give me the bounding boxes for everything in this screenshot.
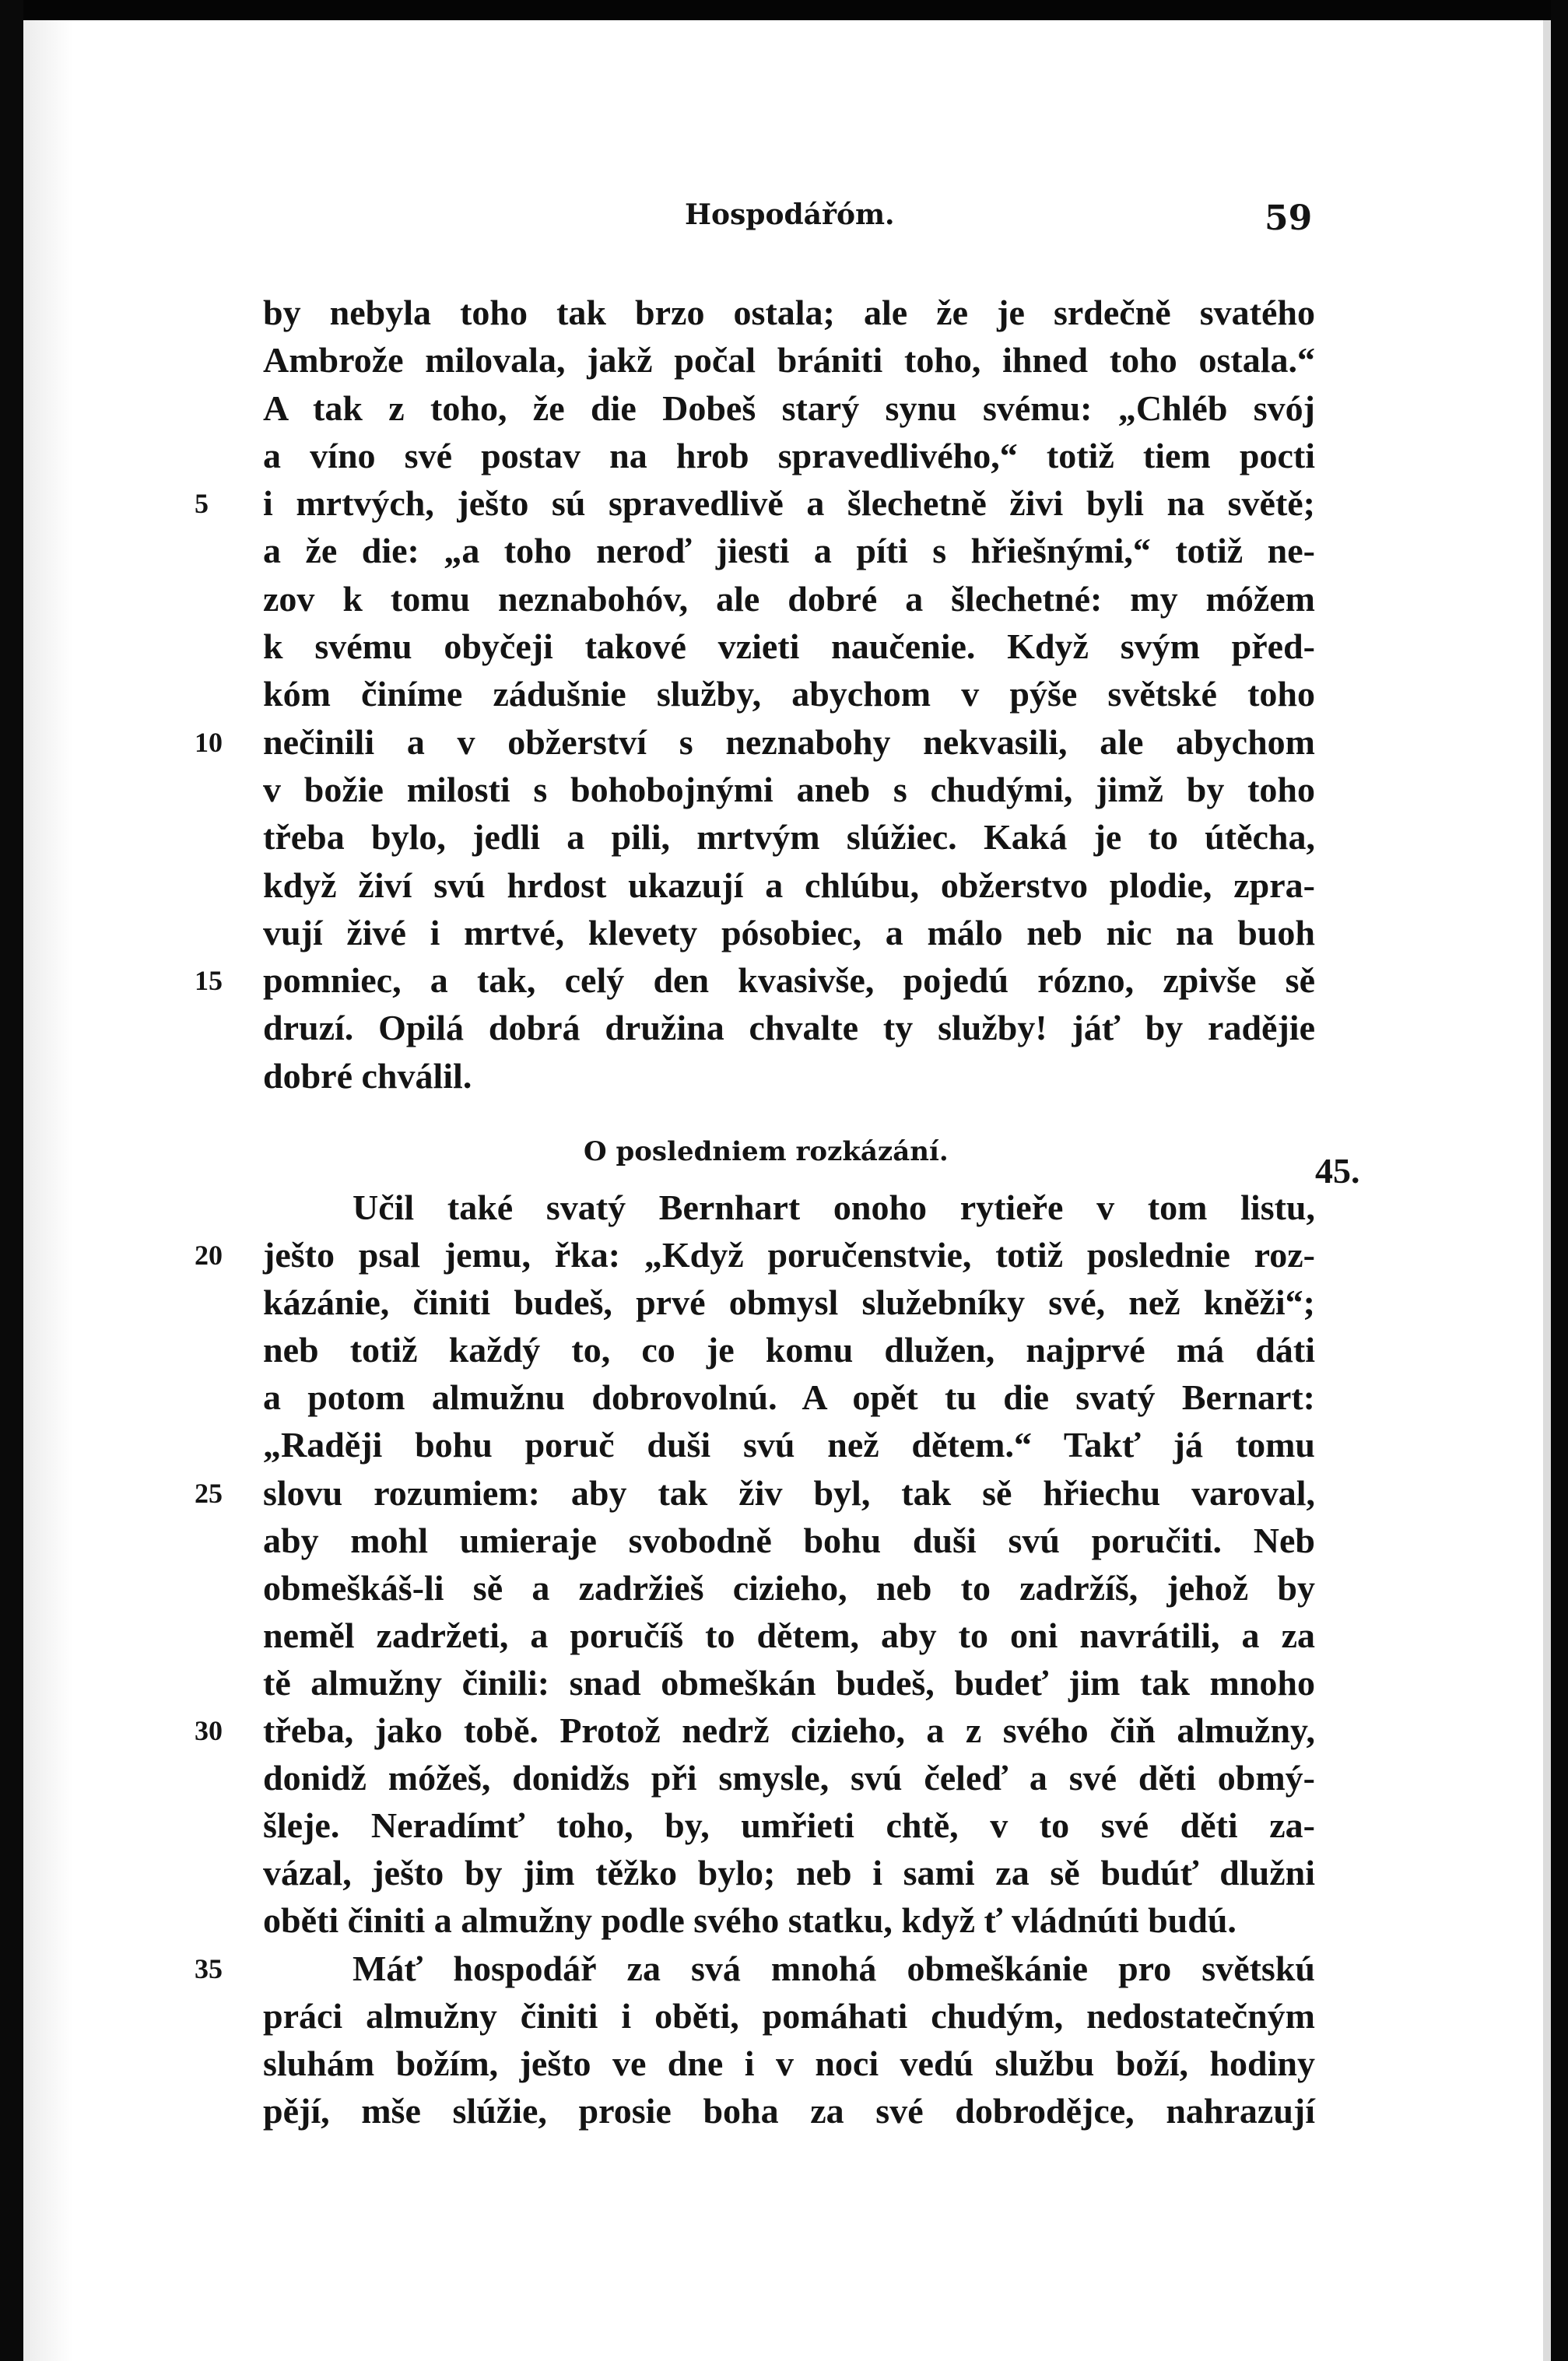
text-line: pějí, mše slúžie, prosie boha za své dobrodějce, nahrazují <box>263 2091 1315 2131</box>
scan-left-shadow <box>23 20 73 2361</box>
text-line: vázal, ješto by jim těžko bylo; neb i sami za sě budúť dlužni <box>263 1853 1315 1893</box>
text-line: tě almužny činili: snad obmeškán budeš, budeť jim tak mnoho <box>263 1663 1315 1703</box>
text-line: donidž móžeš, donidžs při smysle, svú čeleď a své děti obmý- <box>263 1758 1315 1798</box>
text-line: a potom almužnu dobrovolnú. A opět tu die svatý Bernart: <box>263 1377 1315 1417</box>
text-line: Máť hospodář za svá mnohá obmeškánie pro světskú <box>353 1949 1315 1988</box>
line-number: 30 <box>195 1715 223 1746</box>
scan-right-shadow <box>1543 20 1551 2361</box>
line-number: 25 <box>195 1478 223 1509</box>
text-line: obmeškáš-li sě a zadržieš cizieho, neb to zadržíš, jehož by <box>263 1568 1315 1608</box>
text-line: třeba, jako tobě. Protož nedrž cizieho, a z svého čiň almužny, <box>263 1710 1315 1750</box>
text-line: nečinili a v obžerství s neznabohy nekvasili, ale abychom <box>263 722 1315 762</box>
text-line: třeba bylo, jedli a pili, mrtvým slúžiec. Kaká je to útěcha, <box>263 817 1315 857</box>
page-number: 59 <box>1265 198 1313 238</box>
text-line: ješto psal jemu, řka: „Když poručenstvie, totiž poslednie roz- <box>263 1235 1315 1275</box>
text-line: aby mohl umieraje svobodně bohu duši svú poručiti. Neb <box>263 1521 1315 1560</box>
margin-section-number: 45. <box>1315 1151 1360 1191</box>
line-number: 15 <box>195 965 223 996</box>
text-line: v božie milosti s bohobojnými aneb s chudými, jimž by toho <box>263 770 1315 809</box>
line-number: 10 <box>195 727 223 758</box>
text-line: dobré chválil. <box>263 1056 472 1096</box>
text-line: A tak z toho, že die Dobeš starý synu svému: „Chléb svój <box>263 388 1315 428</box>
text-line: oběti činiti a almužny podle svého statku, když ť vládnúti budú. <box>263 1900 1237 1940</box>
text-line: zov k tomu neznabohóv, ale dobré a šlechetné: my móžem <box>263 579 1315 619</box>
text-line: kóm činíme zádušnie služby, abychom v pýše světské toho <box>263 674 1315 714</box>
text-line: neměl zadržeti, a poručíš to dětem, aby to oni navrátili, a za <box>263 1616 1315 1655</box>
text-line: Učil také svatý Bernhart onoho rytieře v tom listu, <box>353 1188 1315 1227</box>
text-line: pomniec, a tak, celý den kvasivše, pojedú rózno, zpivše sě <box>263 960 1315 1000</box>
text-line: slovu rozumiem: aby tak živ byl, tak sě hřiechu varoval, <box>263 1473 1315 1513</box>
scan-top-edge <box>0 0 1568 20</box>
text-line: práci almužny činiti i oběti, pomáhati chudým, nedostatečným <box>263 1996 1315 2036</box>
scan-left-edge <box>0 0 23 2361</box>
text-line: by nebyla toho tak brzo ostala; ale že je srdečně svatého <box>263 293 1315 332</box>
text-line: k svému obyčeji takové vzieti naučenie. Když svým před- <box>263 626 1315 666</box>
text-line: a víno své postav na hrob spravedlivého,“ totiž tiem pocti <box>263 436 1315 475</box>
text-line: sluhám božím, ješto ve dne i v noci vedú službu boží, hodiny <box>263 2044 1315 2083</box>
text-line: a že die: „a toho neroď jiesti a píti s hřiešnými,“ totiž ne- <box>263 531 1315 570</box>
text-line: kázánie, činiti budeš, prvé obmysl služebníky své, než kněži“; <box>263 1282 1315 1322</box>
text-line: druzí. Opilá dobrá družina chvalte ty služby! jáť by radějie <box>263 1008 1315 1047</box>
running-title: Hospodářóm. <box>685 198 895 231</box>
section-heading: O posledniem rozkázání. <box>584 1136 949 1167</box>
line-number: 35 <box>195 1953 223 1984</box>
line-number: 20 <box>195 1240 223 1271</box>
text-line: neb totiž každý to, co je komu dlužen, najprvé má dáti <box>263 1330 1315 1370</box>
text-line: „Raději bohu poruč duši svú než dětem.“ Takť já tomu <box>263 1425 1315 1465</box>
text-line: Ambrože milovala, jakž počal brániti toho, ihned toho ostala.“ <box>263 340 1315 380</box>
text-line: i mrtvých, ješto sú spravedlivě a šlechetně živi byli na světě; <box>263 483 1315 523</box>
line-number: 5 <box>195 488 209 519</box>
scan-right-edge <box>1551 0 1568 2361</box>
text-line: když živí svú hrdost ukazují a chlúbu, obžerstvo plodie, zpra- <box>263 865 1315 905</box>
text-line: šleje. Neradímť toho, by, umřieti chtě, v to své děti za- <box>263 1805 1315 1845</box>
text-line: vují živé i mrtvé, klevety pósobiec, a málo neb nic na buoh <box>263 913 1315 952</box>
